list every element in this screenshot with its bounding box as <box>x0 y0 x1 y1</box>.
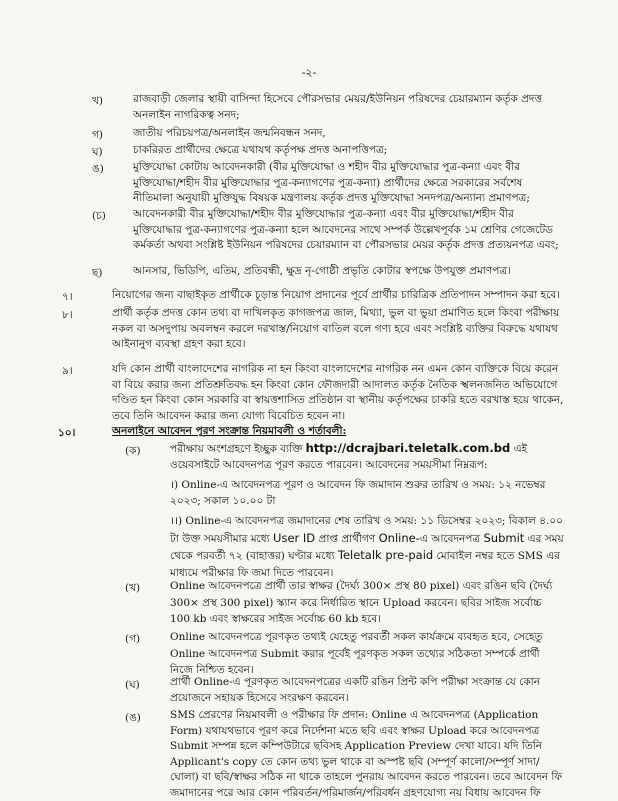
item-text: আবেদনকারী বীর মুক্তিযোদ্ধা/শহীদ বীর মুক্তিযোদ্ধার পুত্র-কন্যা এবং বীর মুক্তিযোদ্ধা/শহীদ বীর মুক্তিযোদ্ধার পুত্র-কন্যাগণের পুত্র-কন্যা হলে আবেদনের সাথে সম্পর্ক উল্লেখপূর্বক ১ম শ্রেণির গেজেটেড কর্মকর্তা অথবা সংশ্লিষ্ট ইউনিয়ন পরিষদের চেয়ারম্যান বা পৌরসভার মেয়র কর্তৃক প্রদত্ত প্রত্যয়নপত্র এবং; <box>133 208 559 251</box>
subitem-text: প্রার্থী Online-এ পূরণকৃত আবেদনপত্রের একটি রঙিন প্রিন্ট কপি পরীক্ষা সংক্রান্ত যে কোন প্রয়োজনে সহায়ক হিসেবে সংরক্ষণ করবেন। <box>170 676 540 704</box>
text-run: Teletalk pre-paid <box>337 548 434 562</box>
text-run: মোবাইল নম্বর হতে SMS এর মাধ্যমে পরীক্ষার ফি জমা দিতে পারবেন। <box>170 550 560 579</box>
item-label: (চ) <box>92 210 106 222</box>
item-label: গ) <box>92 129 103 141</box>
text-run: প্রাপ্ত প্রার্থীগণ <box>318 532 376 545</box>
subitem-text: ।) Online-এ আবেদনপত্র পূরণ ও আবেদন ফি জমাদান শুরুর তারিখ ও সময়: ১২ নভেম্বর ২০২৩; সকাল ১০.০০ টা <box>170 479 546 507</box>
section-text: প্রার্থী কর্তৃক প্রদত্ত কোন তথ্য বা দাখিলকৃত কাগজপত্র জাল, মিথ্যা, ভুল বা ভুয়া প্রমাণিত হলে কিংবা পরীক্ষায় নকল বা অসদুপায় অবলম্বন করলে দরখাস্ত/নিয়োগ বাতিল বলে গণ্য হবে এবং সংশ্লিষ্ট ব্যক্তির বিরুদ্ধে যথাযথ আইনানুগ ব্যবস্থা গ্রহণ করা হবে। <box>112 307 560 350</box>
text-run: ।।) Online-এ আবেদনপত্র জমাদানের শেষ তারিখ ও সময়: ১১ ডিসেম্বর ২০২৩; বিকাল ৪.০০ টা উক্ত সময়সীমার মধ্যে <box>170 515 563 545</box>
section-label: ৭। <box>62 291 73 303</box>
item-text: জাতীয় পরিচয়পত্র/অনলাইন জন্মনিবন্ধন সনদ, <box>133 127 326 139</box>
item-text: মুক্তিযোদ্ধা কোটায় আবেদনকারী (বীর মুক্তিযোদ্ধা ও শহীদ বীর মুক্তিযোদ্ধার পুত্র-কন্যা এবং বীর মুক্তিযোদ্ধা/শহীদ বীর মুক্তিযোদ্ধার পুত্র-কন্যাগণের পুত্র-কন্যা) প্রার্থীদের ক্ষেত্রে সরকারের সর্বশেষ নীতিমালা অনুযায়ী মুক্তিযুদ্ধ বিষয়ক মন্ত্রণালয় কর্তৃক প্রদত্ত মুক্তিযোদ্ধা সনদপত্র/অন্যান্য প্রমাণপত্র; <box>133 161 530 204</box>
subitem-text <box>170 441 565 473</box>
text-run: এই ওয়েবসাইটে আবেদনপত্র পূরণ করতে পারবেন। আবেদনের সময়সীমা নিম্নরূপ: <box>170 443 528 471</box>
item-label: ঙ) <box>92 163 104 175</box>
item-text: আনসার, ভিডিপি, এতিম, প্রতিবন্ধী, ক্ষুদ্র নৃ-গোষ্ঠী প্রভৃতি কোটার স্বপক্ষে উপযুক্ত প্রমাণপত্র। <box>133 265 511 277</box>
text-run: Submit <box>483 530 525 545</box>
section-label: ৮। <box>62 309 73 321</box>
subitem-label: (ঙ) <box>125 712 141 724</box>
item-label: ঘ) <box>92 146 103 158</box>
item-label: খ) <box>92 95 103 107</box>
section-text: নিয়োগের জন্য বাছাইকৃত প্রার্থীকে চূড়ান্ত নিয়োগ প্রদানের পূর্বে প্রার্থীর চারিত্রিক প্রতিপাদন সম্পাদন করা হবে। <box>112 289 560 301</box>
text-run: এ আবেদনপত্র <box>419 532 481 545</box>
subitem-text <box>170 513 565 581</box>
item-label: ছ) <box>92 267 103 279</box>
website-link[interactable]: http://dcrajbari.teletalk.com.bd <box>305 441 511 455</box>
section-label: ৯। <box>62 365 73 377</box>
text-run: Online- <box>378 530 420 545</box>
page-number: -২- <box>301 66 317 79</box>
subitem-text: Online আবেদনপত্রে প্রার্থী তার স্বাক্ষর (দৈর্ঘ্য 300× প্রস্থ 80 pixel) এবং রঙিন ছবি (দৈর্ঘ্য 300× প্রস্থ 300 pixel) স্ক্যান করে নির্ধারিত স্থানে Upload করবেন। ছবির সাইজ সর্বোচ্চ 100 kb এবং স্বাক্ষরের সাইজ সর্বোচ্চ 60 kb হবে। <box>170 580 553 625</box>
text-run: পরীক্ষায় অংশগ্রহণে ইচ্ছুক ব্যক্তি <box>170 443 303 455</box>
section-label: ১০। <box>58 427 76 439</box>
subitem-label: (ক) <box>125 445 141 457</box>
text-run: এর সময় থেকে পরবর্তী ৭২ (বাহাত্তর) ঘণ্টার মধ্যে <box>170 532 564 562</box>
item-text: রাজবাড়ী জেলার স্থায়ী বাসিন্দা হিসেবে পৌরসভার মেয়র/ইউনিয়ন পরিষদের চেয়ারম্যান কর্তৃক প্রদত্ত অনলাইন নাগরিকত্ব সনদ; <box>133 93 542 121</box>
text-run: User ID <box>273 530 316 545</box>
subitem-text: SMS প্রেরণের নিয়মাবলী ও পরীক্ষার ফি প্রদান: Online এ আবেদনপত্র (Application Form) যথাযথভাবে পূরণ করে নির্দেশনা মতে ছবি এবং স্বাক্ষর Upload করে আবেদনপত্র Submit সম্পন্ন হলে কম্পিউটারে ছবিসহ Application Preview দেখা যাবে। যদি তিনি Applicant's copy তে কোন তথ্য ভুল থাকে বা অস্পষ্ট ছবি (সম্পূর্ণ কালো/সম্পূর্ণ সাদা/ঘোলা) বা ছবি/স্বাক্ষর সঠিক না থাকে তাহলে পুনরায় আবেদন করতে পারবেন। তবে আবেদন ফি জমাদানের পরে আর কোন পরিবর্তন/পরিমার্জন/পরিবর্ধন গ্রহণযোগ্য নয় বিধায় আবেদন ফি <box>170 709 563 799</box>
item-text: চাকরিরত প্রার্থীদের ক্ষেত্রে যথাযথ কর্তৃপক্ষ প্রদত্ত অনাপত্তিপত্র; <box>133 144 388 156</box>
subitem-label: (খ) <box>125 582 141 594</box>
section-title: অনলাইনে আবেদন পূরণ সংক্রান্ত নিয়মাবলী ও শর্তাবলী: <box>112 425 347 437</box>
section-text: যদি কোন প্রার্থী বাংলাদেশের নাগরিক না হন কিংবা বাংলাদেশের নাগরিক নন এমন কোন ব্যক্তিকে বিয়ে করেন বা বিয়ে করার জন্য প্রতিশ্রুতিবদ্ধ হন কিংবা কোন ফৌজদারী আদালত কর্তৃক নৈতিক স্খলনজনিত অভিযোগে দণ্ডিত হন কিংবা কোন সরকারি বা স্বায়ত্তশাসিত প্রতিষ্ঠান বা স্থানীয় কর্তৃপক্ষের চাকরি হতে বরখাস্ত হয়ে থাকেন, তবে তিনি আবেদন করার জন্য যোগ্য বিবেচিত হবেন না। <box>112 363 564 422</box>
subitem-text: Online আবেদনপত্রে পূরণকৃত তথ্যই যেহেতু পরবর্তী সকল কার্যক্রমে ব্যবহৃত হবে, সেহেতু Online আবেদনপত্র Submit করার পূর্বেই পূরণকৃত সকল তথ্যের সঠিকতা সম্পর্কে প্রার্থী নিজে নিশ্চিত হবেন। <box>170 631 543 676</box>
subitem-label: (ঘ) <box>125 679 140 691</box>
subitem-label: (গ) <box>125 633 141 645</box>
